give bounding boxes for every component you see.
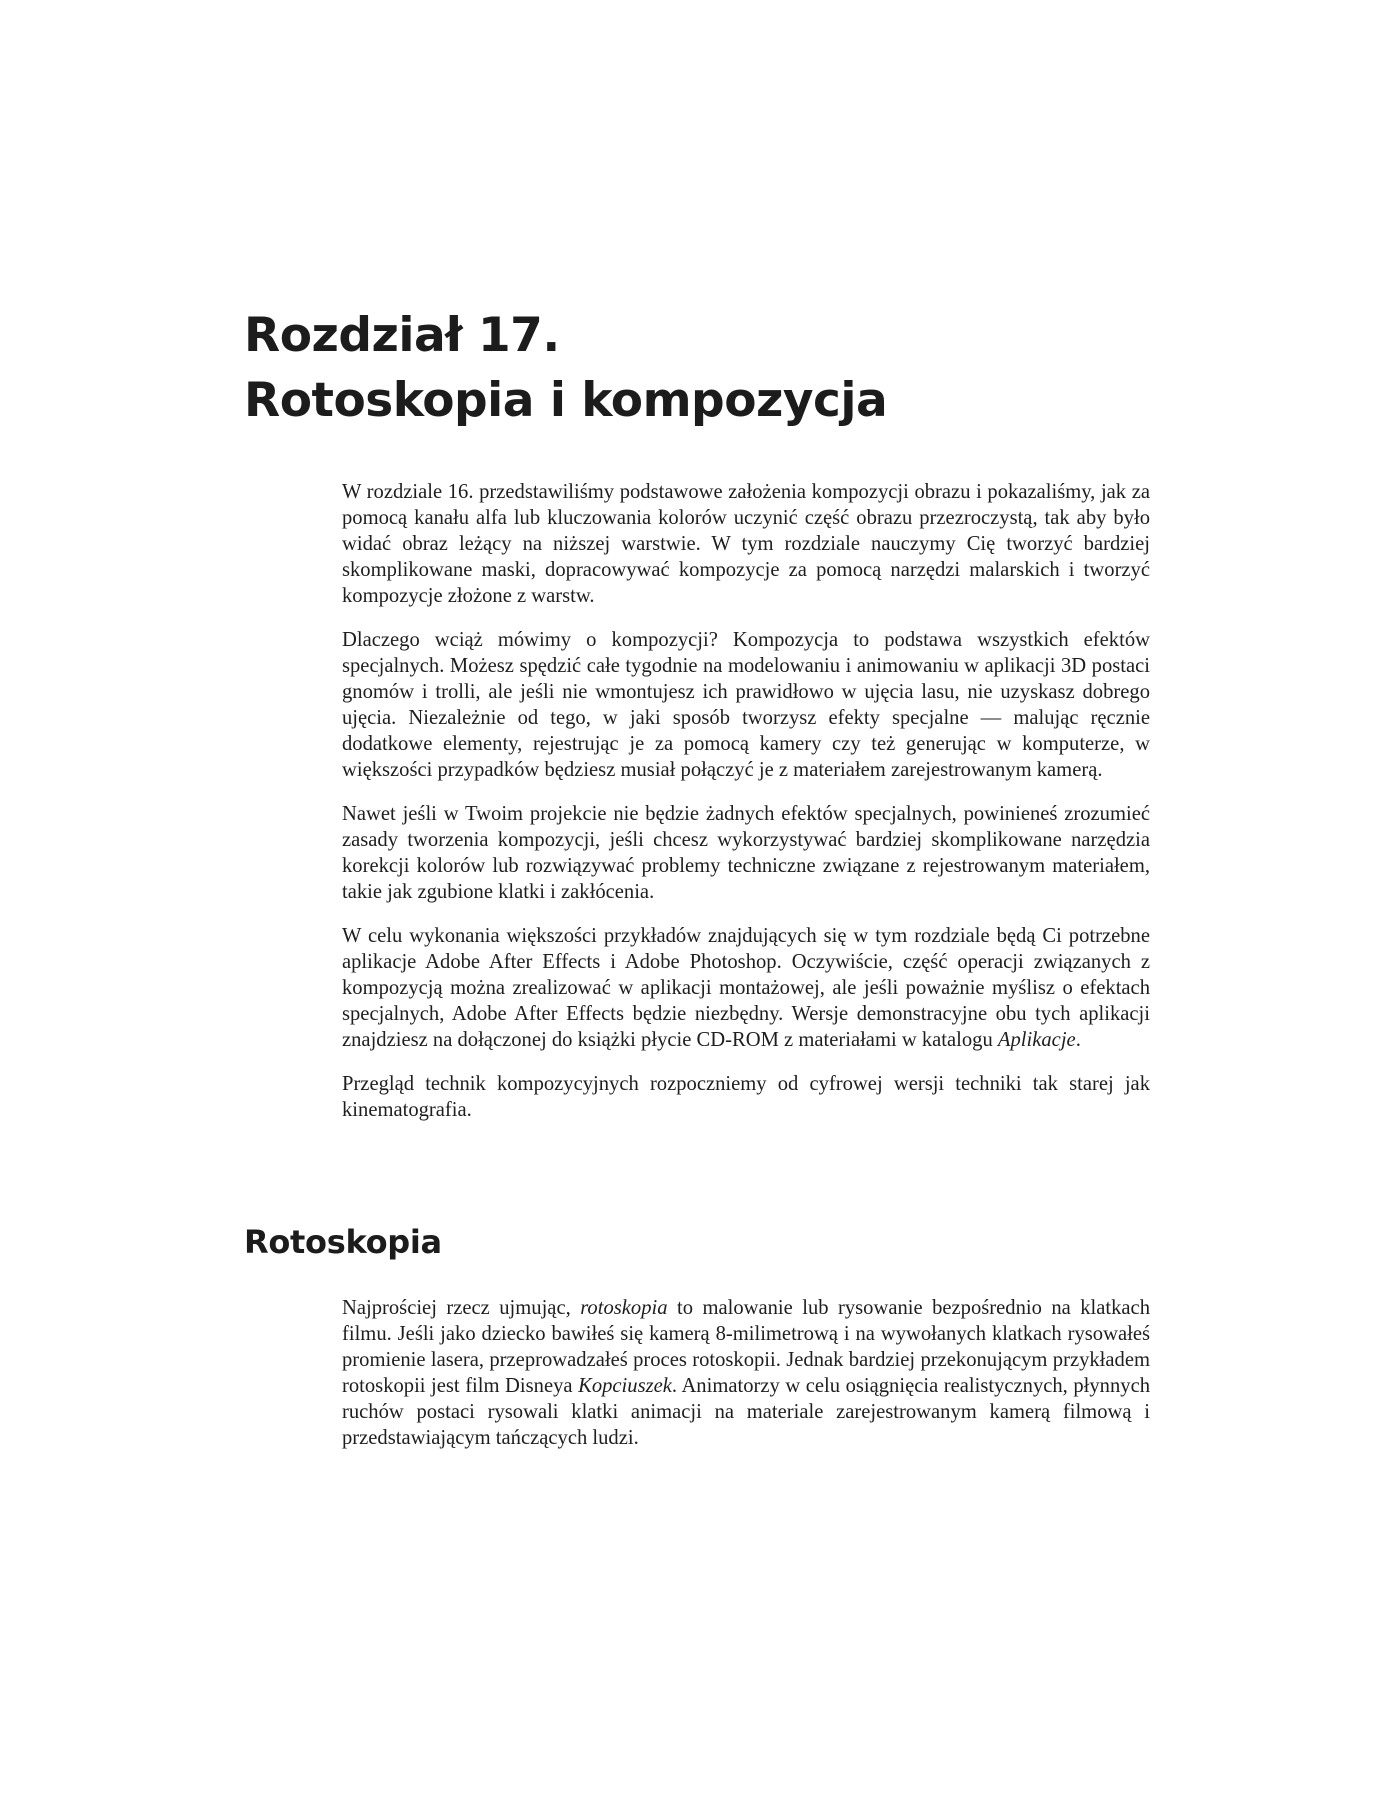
section-italic-title: Kopciuszek: [578, 1375, 672, 1397]
intro-paragraph-2: Dlaczego wciąż mówimy o kompozycji? Kompozycja to podstawa wszystkich efektów specjalnych. Możesz spędzić całe tygodnie na modelowaniu i animowaniu w aplikacji 3D postaci gnomów i trolli, ale jeśli nie wmontujesz ich prawidłowo w ujęcia lasu, nie uzyskasz dobrego ujęcia. Niezależnie od tego, w jaki sposób tworzysz efekty specjalne — malując ręcznie dodatkowe elementy, rejestrując je za pomocą kamery czy też generując w komputerze, w większości przypadków będziesz musiał połączyć je z materiałem zarejestrowanym kamerą.: [342, 629, 1150, 781]
section-body: [342, 1295, 1150, 1451]
paragraph-4-text: W celu wykonania większości przykładów znajdujących się w tym rozdziale będą Ci potrzebne aplikacje Adobe After Effects i Adobe Photoshop. Oczywiście, część operacji związanych z kompozycją można zrealizować w aplikacji montażowej, ale jeśli poważnie myślisz o efektach specjalnych, Adobe After Effects będzie niezbędny. Wersje demonstracyjne obu tych aplikacji znajdziesz na dołączonej do książki płycie CD-ROM z materiałami w katalogu: [342, 925, 1150, 1051]
intro-paragraph-4: [342, 923, 1150, 1053]
intro-section: [342, 479, 1150, 1141]
section-text-2: to malowanie lub rysowanie bezpośrednio na klatkach filmu. Jeśli jako dziecko bawiłeś się kamerą 8-milimetrową i na wywołanych klatkach rysowałeś promienie lasera, przeprowadzałeś proces rotoskopii. Jednak bardziej przekonującym przykładem rotoskopii jest film Disneya: [342, 1297, 1150, 1397]
chapter-name: Rotoskopia i kompozycja: [244, 373, 888, 428]
intro-paragraph-5: Przegląd technik kompozycyjnych rozpoczniemy od cyfrowej wersji techniki tak starej jak kinematografia.: [342, 1073, 1150, 1121]
intro-paragraph-1: W rozdziale 16. przedstawiliśmy podstawowe założenia kompozycji obrazu i pokazaliśmy, jak za pomocą kanału alfa lub kluczowania kolorów uczynić część obrazu przezroczystą, tak aby było widać obraz leżący na niższej warstwie. W tym rozdziale nauczymy Cię tworzyć bardziej skomplikowane maski, dopracowywać kompozycje za pomocą narzędzi malarskich i tworzyć kompozycje złożone z warstw.: [342, 481, 1150, 607]
paragraph-4-end: .: [1075, 1029, 1081, 1051]
section-text-1: Najprościej rzecz ujmując,: [342, 1297, 581, 1319]
section-paragraph: [342, 1295, 1150, 1451]
intro-paragraph-3: Nawet jeśli w Twoim projekcie nie będzie żadnych efektów specjalnych, powinieneś zrozumieć zasady tworzenia kompozycji, jeśli chcesz wykorzystywać bardziej skomplikowane narzędzia korekcji kolorów lub rozwiązywać problemy techniczne związane z rejestrowanym materiałem, takie jak zgubione klatki i zakłócenia.: [342, 803, 1150, 903]
section-text-3: . Animatorzy w celu osiągnięcia realistycznych, płynnych ruchów postaci rysowali klatki animacji na materiale zarejestrowanym kamerą filmową i przedstawiającym tańczących ludzi.: [342, 1375, 1151, 1449]
paragraph-4-italic: Aplikacje: [997, 1029, 1076, 1051]
chapter-title: [244, 303, 887, 433]
chapter-number: Rozdział 17.: [244, 308, 560, 363]
section-italic-term: rotoskopia: [580, 1297, 668, 1319]
section-heading: Rotoskopia: [244, 1223, 442, 1261]
